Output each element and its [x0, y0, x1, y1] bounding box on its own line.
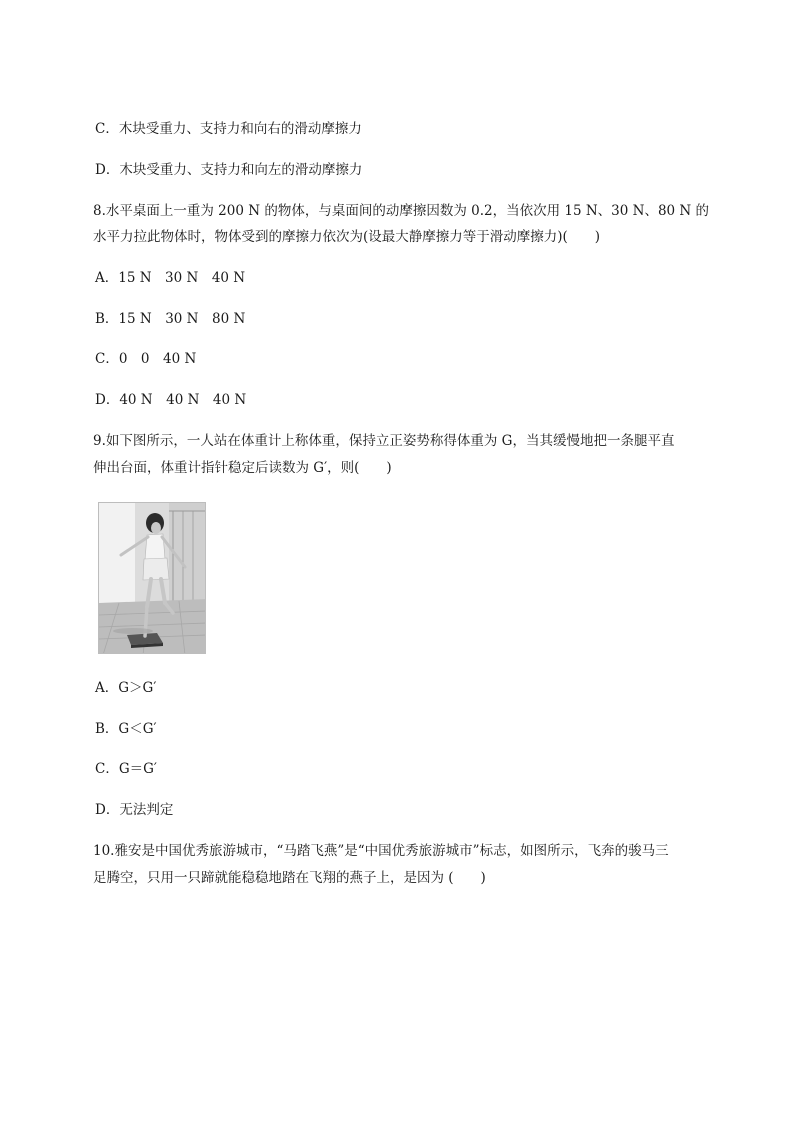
question-9-option-b: B．G＜G′	[95, 721, 157, 737]
question-10-stem-line2: 足腾空，只用一只蹄就能稳稳地踏在飞翔的燕子上，是因为 ( )	[93, 870, 486, 886]
question-9-option-c: C．G＝G′	[95, 761, 157, 777]
question-9-stem-line2: 伸出台面，体重计指针稳定后读数为 G′，则( )	[93, 460, 392, 476]
question-8-option-b: B．15 N 30 N 80 N	[95, 311, 246, 327]
question-8-stem-line2: 水平力拉此物体时，物体受到的摩擦力依次为(设最大静摩擦力等于滑动摩擦力)( )	[93, 229, 601, 245]
question-8-option-c: C．0 0 40 N	[95, 351, 197, 367]
question-8-stem-line1: 8.水平桌面上一重为 200 N 的物体，与桌面间的动摩擦因数为 0.2，当依次用 15 N、30 N、80 N 的	[93, 203, 710, 219]
question-9-option-a: A．G＞G′	[95, 680, 157, 696]
question-9-stem-line1: 9.如下图所示，一人站在体重计上称体重，保持立正姿势称得体重为 G，当其缓慢地把一条腿平直	[93, 433, 675, 449]
option-c-prev: C．木块受重力、支持力和向右的滑动摩擦力	[95, 121, 362, 137]
option-d-prev: D．木块受重力、支持力和向左的滑动摩擦力	[95, 162, 363, 178]
person-on-scale-photo	[98, 502, 206, 654]
question-8-option-d: D．40 N 40 N 40 N	[95, 392, 247, 408]
question-10-stem-line1: 10.雅安是中国优秀旅游城市，“马踏飞燕”是“中国优秀旅游城市”标志，如图所示，飞奔的骏马三	[93, 843, 669, 859]
question-9-option-d: D．无法判定	[95, 802, 174, 818]
question-8-option-a: A．15 N 30 N 40 N	[95, 270, 246, 286]
